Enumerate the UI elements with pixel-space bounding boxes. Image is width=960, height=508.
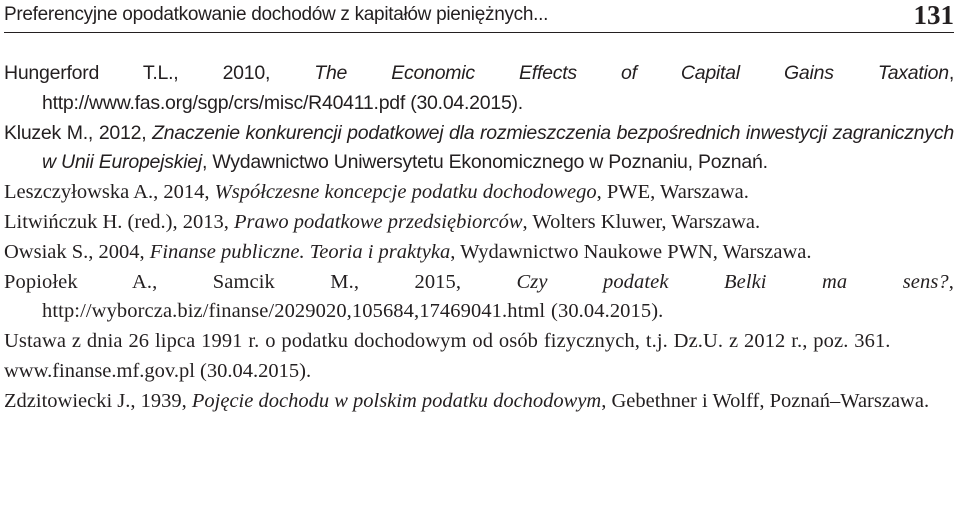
reference-item [4, 387, 954, 417]
reference-item [4, 327, 954, 357]
reference-author: Kluzek M. [4, 121, 88, 144]
reference-publisher: , http://wyborcza.biz/finanse/2029020,105684,17469041.html (30.04.2015). [42, 270, 954, 323]
reference-item [4, 208, 954, 238]
reference-text: www.finanse.mf.gov.pl (30.04.2015). [4, 359, 312, 382]
reference-item [4, 178, 954, 208]
reference-year: , 2012, [87, 121, 153, 144]
references-list [4, 59, 954, 417]
reference-item [4, 238, 954, 268]
reference-title: Pojęcie dochodu w polskim podatku dochodowym [191, 389, 602, 412]
running-header [4, 2, 954, 33]
reference-item [4, 59, 954, 119]
reference-title: Czy podatek Belki ma sens? [516, 270, 949, 293]
reference-title: Znaczenie konkurencji podatkowej dla rozmieszczenia bezpośrednich inwestycji zagranicznych w Unii Europejskiej [42, 121, 954, 174]
reference-year: , 2014, [153, 181, 215, 204]
reference-author: Owsiak S. [4, 240, 89, 263]
page-number: 131 [913, 0, 954, 30]
reference-title: The Economic Effects of Capital Gains Taxation [314, 62, 949, 84]
reference-title: Współczesne koncepcje podatku dochodowego [214, 181, 597, 204]
reference-item [4, 119, 954, 179]
reference-year: , 2004, [88, 240, 150, 263]
reference-author: Popiołek A., Samcik M. [4, 270, 354, 293]
reference-author: Hungerford T.L. [4, 62, 174, 84]
reference-year: , 1939, [130, 389, 192, 412]
reference-item [4, 357, 954, 387]
reference-item [4, 268, 954, 328]
reference-publisher: , PWE, Warszawa. [596, 181, 749, 204]
reference-year: , 2010, [173, 62, 315, 84]
reference-publisher: , http://www.fas.org/sgp/crs/misc/R40411.pdf (30.04.2015). [42, 62, 954, 114]
running-title: Preferencyjne opodatkowanie dochodów z kapitałów pieniężnych... [4, 4, 549, 25]
reference-title: Prawo podatkowe przedsiębiorców [234, 210, 523, 233]
reference-author: Zdzitowiecki J. [4, 389, 131, 412]
reference-author: Leszczyłowska A. [4, 181, 154, 204]
reference-text: Ustawa z dnia 26 lipca 1991 r. o podatku dochodowym od osób fizycznych, t.j. Dz.U. z 2012 r., poz. 361. [4, 330, 891, 353]
reference-publisher: , Wydawnictwo Uniwersytetu Ekonomicznego w Poznaniu, Poznań. [201, 151, 768, 174]
reference-publisher: , Gebethner i Wolff, Poznań–Warszawa. [601, 389, 930, 412]
reference-publisher: , Wolters Kluwer, Warszawa. [522, 210, 761, 233]
reference-year: , 2013, [172, 210, 234, 233]
reference-year: , 2015, [353, 270, 517, 293]
reference-title: Finanse publiczne. Teoria i praktyka [149, 240, 451, 263]
reference-publisher: , Wydawnictwo Naukowe PWN, Warszawa. [450, 240, 812, 263]
reference-author: Litwińczuk H. (red.) [4, 210, 173, 233]
